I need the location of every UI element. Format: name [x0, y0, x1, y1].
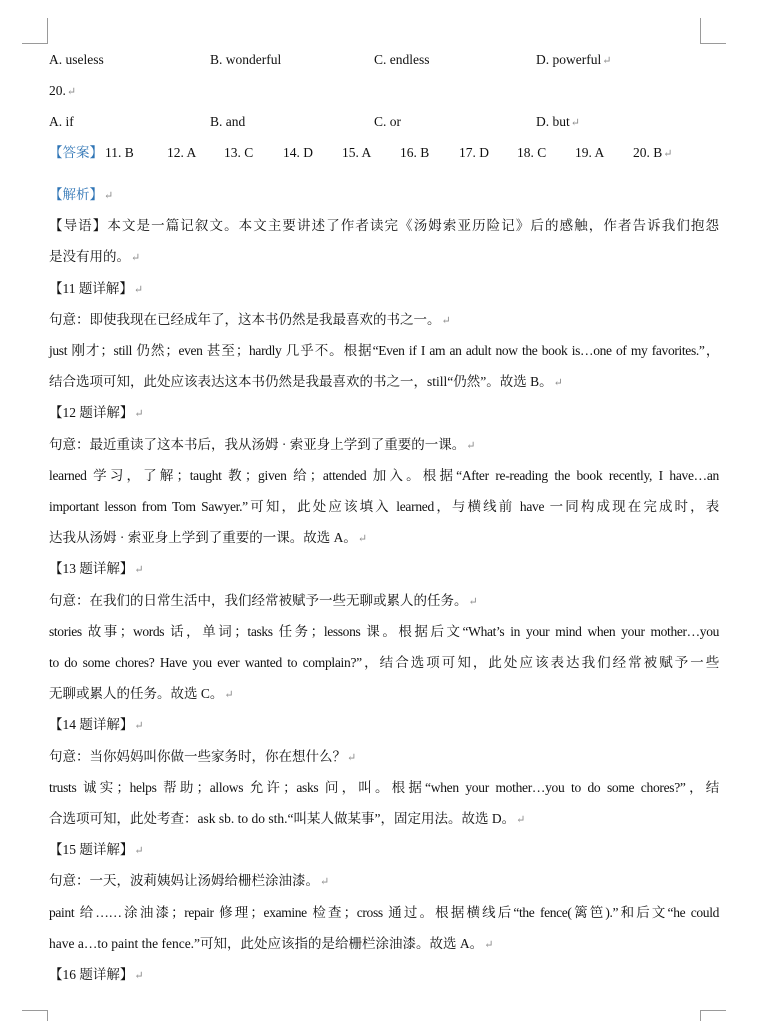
q13-line-3: to do some chores? Have you ever wanted to complain?”，结合选项可知，此处应该表达我们经常被赋予一些	[49, 655, 719, 670]
crop-mark-bottom-right-vertical	[700, 1010, 701, 1021]
q11-line-3: 结合选项可知，此处应该表达这本书仍然是我最喜欢的书之一，still“仍然”。故选 B。↵	[49, 374, 563, 389]
q11-heading: 【11 题详解】↵	[49, 281, 144, 296]
q12-line-1: 句意：最近重读了这本书后，我从汤姆 · 索亚身上学到了重要的一课。↵	[49, 437, 476, 452]
answer-item: 16. B	[400, 145, 430, 160]
q19-option-b: B. wonderful	[210, 52, 282, 67]
crop-mark-bottom-left-horizontal	[22, 1010, 48, 1011]
q13-line-2: stories 故事；words 话，单词；tasks 任务；lessons 课。根据后文“What’s in your mind when your mother…you	[49, 624, 719, 639]
q20-number-line: 20.↵	[49, 83, 77, 98]
answer-item: 17. D	[459, 145, 489, 160]
q19-option-d: D. powerful↵	[536, 52, 612, 67]
answer-item: 11. B	[105, 145, 134, 160]
crop-mark-top-right-horizontal	[700, 43, 726, 44]
crop-mark-top-left-horizontal	[22, 43, 48, 44]
q20-option-a: A. if	[49, 114, 74, 129]
answer-item: 14. D	[283, 145, 313, 160]
intro-line-1: 【导语】本文是一篇记叙文。本文主要讲述了作者读完《汤姆索亚历险记》后的感触，作者告诉我们抱怨	[49, 218, 719, 233]
q14-line-2: trusts 诚实；helps 帮助；allows 允许；asks 问，叫。根据“when your mother…you to do some chores?”，结	[49, 780, 719, 795]
q12-line-3: important lesson from Tom Sawyer.”可知，此处应该填入 learned，与横线前 have 一同构成现在完成时，表	[49, 499, 719, 514]
q13-heading: 【13 题详解】↵	[49, 561, 144, 576]
crop-mark-bottom-right-horizontal	[700, 1010, 726, 1011]
answer-item: 20. B↵	[633, 145, 673, 160]
crop-mark-bottom-left-vertical	[47, 1010, 48, 1021]
q15-line-1: 句意：一天，波莉姨妈让汤姆给栅栏涂油漆。↵	[49, 873, 330, 888]
q14-heading: 【14 题详解】↵	[49, 717, 144, 732]
q15-heading: 【15 题详解】↵	[49, 842, 144, 857]
intro-line-2: 是没有用的。↵	[49, 249, 141, 264]
q13-line-1: 句意：在我们的日常生活中，我们经常被赋予一些无聊或累人的任务。↵	[49, 593, 478, 608]
q11-line-1: 句意：即使我现在已经成年了，这本书仍然是我最喜欢的书之一。↵	[49, 312, 451, 327]
crop-mark-top-left-vertical	[47, 18, 48, 44]
q19-option-a: A. useless	[49, 52, 104, 67]
crop-mark-top-right-vertical	[700, 18, 701, 44]
q14-line-1: 句意：当你妈妈叫你做一些家务时，你在想什么？↵	[49, 749, 357, 764]
answer-item: 13. C	[224, 145, 254, 160]
q20-option-b: B. and	[210, 114, 246, 129]
answer-item: 19. A	[575, 145, 605, 160]
q20-number: 20.	[49, 83, 66, 98]
answer-item: 18. C	[517, 145, 547, 160]
answer-item: 15. A	[342, 145, 372, 160]
answer-label: 【答案】	[49, 145, 103, 160]
q20-option-d: D. but↵	[536, 114, 580, 129]
q15-line-2: paint 给……涂油漆；repair 修理；examine 检查；cross 通过。根据横线后“the fence(篱笆).”和后文“he could	[49, 905, 719, 920]
q14-line-3: 合选项可知，此处考查：ask sb. to do sth.“叫某人做某事”，固定用法。故选 D。↵	[49, 811, 526, 826]
q19-option-c: C. endless	[374, 52, 430, 67]
q15-line-3: have a…to paint the fence.”可知，此处应该指的是给栅栏涂油漆。故选 A。↵	[49, 936, 494, 951]
analysis-heading-line: 【解析】↵	[49, 187, 114, 202]
answer-item: 12. A	[167, 145, 197, 160]
q12-heading: 【12 题详解】↵	[49, 405, 144, 420]
q13-line-4: 无聊或累人的任务。故选 C。↵	[49, 686, 234, 701]
q20-option-c: C. or	[374, 114, 401, 129]
analysis-label: 【解析】	[49, 187, 103, 202]
q11-line-2: just 刚才；still 仍然；even 甚至；hardly 几乎不。根据“Even if I am an adult now the book is…one of my favorites.”，	[49, 343, 719, 358]
q12-line-4: 达我从汤姆 · 索亚身上学到了重要的一课。故选 A。↵	[49, 530, 368, 545]
q16-heading: 【16 题详解】↵	[49, 967, 144, 982]
q12-line-2: learned 学习，了解；taught 教；given 给；attended 加入。根据“After re-reading the book recently, I have…an	[49, 468, 719, 483]
